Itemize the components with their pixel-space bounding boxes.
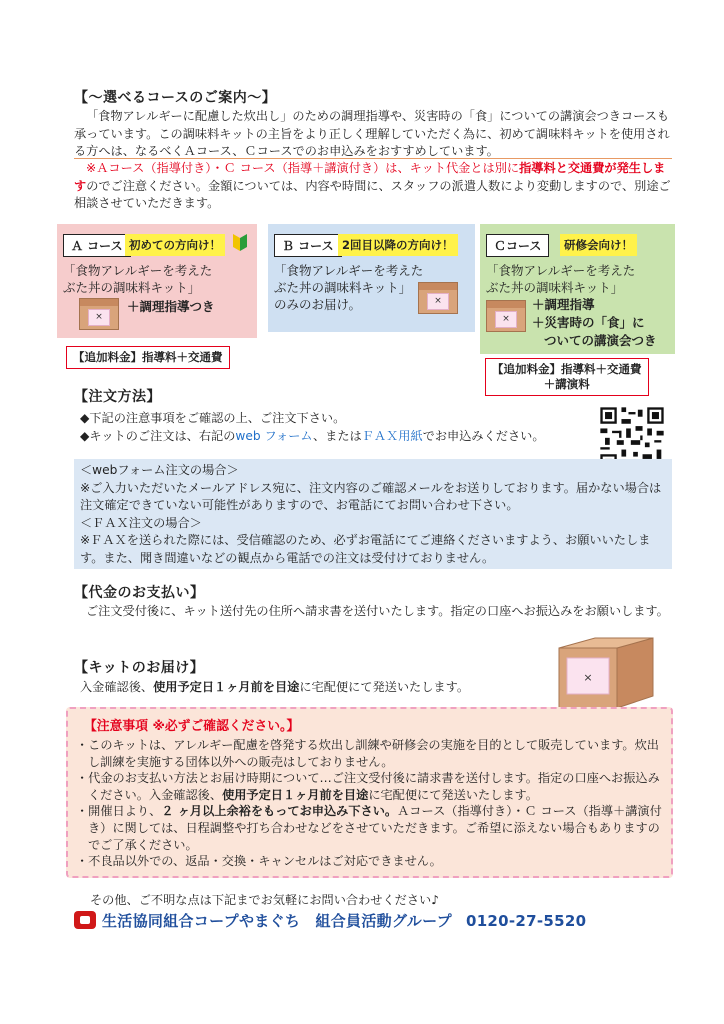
web-order-title: ＜webフォーム注文の場合＞ [80,463,239,477]
course-c-kit-line1: 「食物アレルギーを考えた [486,263,636,278]
fee-note [74,160,672,213]
kit-box-icon: × [418,282,458,314]
order-methods-panel [74,459,672,569]
fax-order-title: ＜ＦＡＸ注文の場合＞ [80,515,202,530]
course-b-kit [274,262,423,313]
order-heading: 【注文方法】 [74,389,161,405]
course-c-plus3: ついての講演会つき [544,333,657,348]
kit-box-icon: × [486,300,526,332]
course-c-fee [485,358,649,396]
course-a-highlight: 初めての方向け！ [125,234,225,256]
course-c-kit-line2: ぶた丼の調味料キット」 [486,280,624,295]
organization-name: 生活協同組合コープやまぐち 組合員活動グループ [102,912,452,930]
course-b-kit-line3: のみのお届け。 [274,297,362,312]
caution-list [76,737,666,870]
beginner-mark-icon [232,232,248,252]
course-a-fee: 【追加料金】指導料＋交通費 [66,346,230,369]
caution-panel [66,707,673,878]
caution-item-1: ・このキットは、アレルギー配慮を啓発する炊出し訓練や研修会の実施を目的として販売しています。炊出し訓練を実施する団体以外への販売はしておりません。 [76,738,659,769]
caution-item-2: ・代金のお支払い方法とお届け時期について…ご注文受付後に請求書を送付します。指定の口座へお振込みください。入金確認後、使用予定日１ヶ月前を目途に宅配便にて発送いたします。 [76,771,660,802]
svg-text:×: × [583,671,593,684]
course-a-kit-line2: ぶた丼の調味料キット」 [63,280,201,295]
kit-box-icon [557,634,657,710]
course-a-card [57,224,257,338]
course-b-card [268,224,475,332]
payment-heading: 【代金のお支払い】 [74,585,205,601]
course-c-plus2: ＋災害時の「食」に [532,315,645,330]
course-b-kit-line2: ぶた丼の調味料キット」 [274,280,412,295]
contact-prompt: その他、ご不明な点は下記までお気軽にお問い合わせください♪ [90,893,440,907]
kit-box-icon: × [79,298,119,330]
caution-item-3: ・開催日より、２ ヶ月以上余裕をもってお申込み下さい。Ａコース（指導付き）・Ｃ コース（指導＋講演付き）に関しては、日程調整や打ち合わせなどをさせていただきます。ご希望に添えない場合もありますのでご了承ください。 [76,804,662,852]
course-a-tag: Ａ コース [63,234,131,257]
course-b-highlight: 2回目以降の方向け！ [338,234,458,256]
course-a-kit [63,262,212,296]
course-a-kit-line1: 「食物アレルギーを考えた [63,263,213,278]
caution-item-4: ・不良品以外での、返品・交換・キャンセルはご対応できません。 [76,854,442,869]
order-item-1: ◆下記の注意事項をご確認の上、ご注文下さい。 [80,411,346,425]
delivery-heading: 【キットのお届け】 [74,660,205,676]
course-c-fee-line1: 【追加料金】指導料＋交通費 [492,362,642,376]
fee-note-part2: 指導料と交通費が発生します [74,161,666,193]
fax-form-link[interactable]: ＦＡＸ用紙 [361,428,423,443]
course-c-kit [486,262,635,296]
course-c-fee-line2: ＋講演料 [543,377,590,391]
caution-heading: 【注意事項 ※必ずご確認ください。】 [84,719,300,734]
course-c-card [480,224,675,354]
delivery-body-emphasis: 使用予定日１ヶ月前を目途 [153,680,300,694]
phone-number[interactable]: 0120-27-5520 [465,912,587,930]
intro-divider [74,158,672,159]
course-a-plus1: ＋調理指導つき [127,299,215,314]
web-order-body: ※ご入力いただいたメールアドレス宛に、注文内容のご確認メールをお送りしております。届かない場合は注文確定できていない可能性がありますので、お電話にてお問い合わせ下さい。 [80,480,662,512]
order-item-2: ◆キットのご注文は、右記のweb フォーム、またはＦＡＸ用紙でお申込みください。 [80,428,545,443]
course-c-highlight: 研修会向け！ [560,234,637,256]
course-b-tag: Ｂ コース [274,234,342,257]
order-instructions [80,410,590,445]
fee-note-part1: ※Ａコース（指導付き）・Ｃ コース（指導＋講演付き）は、キット代金とは別に [86,161,520,175]
course-c-tag: Ｃコース [486,234,549,257]
web-form-link[interactable]: web フォーム [235,428,313,443]
fee-note-part3: のでご注意ください。金額については、内容や時間に、スタッフの派遣人数により変動しますので、別途ご相談させていただきます。 [74,178,671,210]
telephone-icon [74,911,96,929]
delivery-body: 入金確認後、使用予定日１ヶ月前を目途に宅配便にて発送いたします。 [80,680,470,694]
fax-order-body: ※ＦＡＸを送られた際には、受信確認のため、必ずお電話にてご連絡くださいますよう、お願いいたします。また、聞き間違いなどの観点から電話での注文は受付けておりません。 [80,533,651,565]
payment-body: ご注文受付後に、キット送付先の住所へ請求書を送付いたします。指定の口座へお振込みをお願いします。 [86,604,669,618]
courses-intro: 「食物アレルギーに配慮した炊出し」のための調理指導や、災害時の「食」についての講演会つきコースも承っています。この調味料キットの主旨をより正しく理解していただく為に、初めて調味料キットを使用される方へは、なるべくＡコース、Ｃコースでのお申込みをおすすめしています。 [74,109,670,158]
contact-line [74,910,586,931]
course-b-kit-line1: 「食物アレルギーを考えた [274,263,424,278]
course-c-plus1: ＋調理指導 [532,297,595,312]
courses-heading: 【～選べるコースのご案内～】 [74,90,277,106]
